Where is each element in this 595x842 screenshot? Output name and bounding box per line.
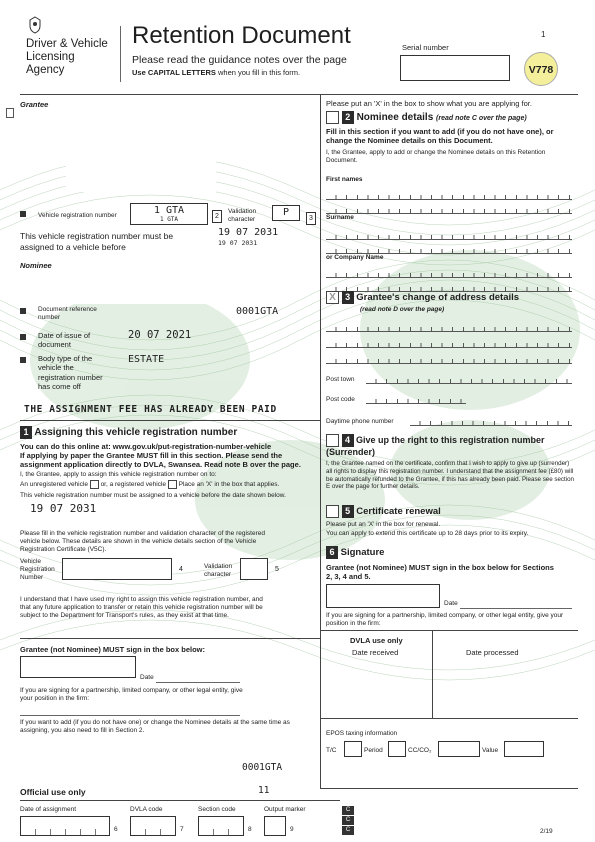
section-6-date-line[interactable] [460, 608, 572, 609]
box-number-8: 8 [248, 826, 252, 833]
agency-name: Driver & Vehicle Licensing Agency [26, 38, 108, 76]
bullet-marker [20, 308, 26, 314]
first-names-field-1[interactable] [326, 190, 572, 200]
page-title: Retention Document [132, 22, 351, 49]
grantee-address-redacted [66, 116, 216, 192]
first-names-label: First names [326, 176, 363, 183]
section-5-checkbox[interactable] [326, 505, 339, 518]
doc-ref-label: Document reference number [38, 306, 97, 322]
official-number: 11 [258, 785, 270, 796]
section-3-checkbox[interactable]: X [326, 291, 339, 304]
section-code-field[interactable] [198, 816, 244, 836]
tc-field[interactable] [344, 741, 362, 757]
column-divider [320, 94, 321, 788]
dvla-rule [320, 630, 578, 631]
fee-paid-notice: THE ASSIGNMENT FEE HAS ALREADY BEEN PAID [24, 404, 277, 415]
section-6-date-label: Date [444, 600, 458, 607]
capital-letters-instruction: Use CAPITAL LETTERS when you fill in this form. [132, 68, 301, 77]
value-field[interactable] [504, 741, 544, 757]
post-code-field[interactable] [366, 394, 466, 404]
section-1-header: 1 Assigning this vehicle registration number [20, 426, 237, 439]
form-version: 2/19 [540, 828, 553, 835]
date-of-assignment-field[interactable] [20, 816, 110, 836]
understand-text: I understand that I have used my right to assign this vehicle registration number, and that any future application to transfer or retain this vehicle registration number will be subject to the Department for Transport's rules, as they exist at that time. [20, 596, 263, 620]
nominee-label: Nominee [20, 261, 52, 270]
section-6-header: 6 Signature [326, 546, 384, 559]
address-field-2[interactable] [326, 338, 572, 348]
vrn-field[interactable]: 1 GTA 1 GTA [130, 203, 208, 225]
output-marker-field[interactable] [264, 816, 286, 836]
fill-vrn-instruction: Please fill in the vehicle registration number and validation character of the registered vehicle below. These details are shown in the vehicle details section of the Vehicle Registration Certificate (V5C). [20, 530, 265, 554]
expiry-date: 19 07 2031 19 07 2031 [218, 227, 279, 247]
section-rule [20, 420, 320, 421]
box-number-7: 7 [180, 826, 184, 833]
validation-character-label: Validation character [228, 208, 257, 224]
section1-position-line[interactable] [20, 715, 240, 716]
surname-field-2[interactable] [326, 244, 572, 254]
section-rule [20, 638, 320, 639]
section1-partnership-text: If you are signing for a partnership, limited company, or other legal entity, give your position in the firm: [20, 687, 243, 703]
issue-date-value: 20 07 2021 [128, 329, 192, 341]
output-marker-label: Output marker [264, 806, 306, 813]
section1-date-line[interactable] [156, 682, 240, 683]
section-2-apply-text: I, the Grantee, apply to add or change the Nominee details on this Retention Document. [326, 149, 546, 165]
issue-date-label: Date of issue of document [38, 331, 91, 350]
company-name-label: or Company Name [326, 254, 384, 261]
dvla-use-label: DVLA use only [350, 636, 403, 645]
official-use-label: Official use only [20, 787, 86, 797]
address-field-3[interactable] [326, 354, 572, 364]
box-number-9: 9 [290, 826, 294, 833]
bullet-marker [20, 211, 26, 217]
section-6-partnership-text: If you are signing for a partnership, limited company, or other legal entity, give your position in the firm: [326, 612, 564, 628]
right-intro: Please put an 'X' in the box to show what you are applying for. [326, 99, 532, 108]
section-4-header: 4 Give up the right to this registration number (Surrender) [326, 435, 545, 458]
section-6-text: Grantee (not Nominee) MUST sign in the box below for Sections 2, 3, 4 and 5. [326, 563, 554, 582]
company-name-field-1[interactable] [326, 268, 572, 278]
surname-label: Surname [326, 214, 354, 221]
post-code-label: Post code [326, 396, 355, 403]
first-names-field-2[interactable] [326, 204, 572, 214]
nominee-details-redacted [64, 258, 234, 304]
box-number-2: 2 [212, 210, 222, 223]
section1-vrn-field[interactable] [62, 558, 172, 580]
header-rule [20, 94, 578, 95]
vrn-label: Vehicle registration number [38, 212, 117, 219]
section1-nominee-text: If you want to add (if you do not have one) or change the Nominee details at the same time as assigning, you also need to fill in Section 2. [20, 719, 290, 735]
page-marker: 1 [541, 30, 546, 39]
serial-number-label: Serial number [402, 43, 449, 52]
section-4-text: I, the Grantee named on the certificate, confirm that I wish to apply to give up (surrender) all rights to display this registration number. I understand that the assignment fee (£80) will be automatically refunded to the Grantee, if this has already been paid. Please see section E over the page for further details. [326, 460, 574, 491]
section1-validation-field[interactable] [240, 558, 268, 580]
surname-field-1[interactable] [326, 230, 572, 240]
cc-field[interactable] [438, 741, 480, 757]
phone-label: Daytime phone number [326, 418, 394, 425]
section-2-header: 2 Nominee details (read note C over the page) [326, 111, 527, 124]
section-2-checkbox[interactable] [326, 111, 339, 124]
page-subtitle: Please read the guidance notes over the page [132, 54, 347, 66]
assign-before-date-text: This vehicle registration number must be assigned to a vehicle before the date shown below. [20, 492, 286, 499]
grantee-apply-text: I, the Grantee, apply to assign this vehicle registration number on to: [20, 471, 217, 478]
registered-vehicle-checkbox[interactable] [168, 480, 177, 489]
section-5-text-2: You can apply to extend this certificate up to 28 days prior to its expiry. [326, 530, 529, 537]
form-code-badge: V778 [524, 52, 558, 86]
epos-row: T/C Period CC/CO₂ Value [326, 741, 576, 759]
paper-instruction: If applying by paper the Grantee MUST fill in this section. Please send the assignment application directly to DVLA, Swansea. Read note B over the page. [20, 451, 301, 470]
serial-number-field[interactable] [400, 55, 510, 81]
period-field[interactable] [388, 741, 406, 757]
date-processed-label: Date processed [466, 648, 519, 657]
dvla-code-label: DVLA code [130, 806, 163, 813]
unregistered-vehicle-checkbox[interactable] [90, 480, 99, 489]
section1-signature-box[interactable] [20, 656, 136, 678]
grantee-label: Grantee [20, 100, 49, 109]
dvla-code-field[interactable] [130, 816, 176, 836]
body-type-value: ESTATE [128, 354, 165, 365]
left-margin-marker [6, 108, 14, 118]
epos-rule [320, 718, 578, 719]
box-number-3: 3 [306, 212, 316, 225]
section1-validation-label: Validation character [204, 563, 233, 579]
section-5-header: 5 Certificate renewal [326, 505, 441, 518]
epos-label: EPOS taxing information [326, 730, 398, 737]
body-type-label: Body type of the vehicle the registration number has come off [38, 354, 103, 392]
dvla-crest-icon [26, 16, 44, 34]
must-assign-before-text: This vehicle registration number must be assigned to a vehicle before [20, 231, 174, 252]
post-town-field[interactable] [366, 374, 572, 384]
box-number-5: 5 [275, 566, 279, 573]
box-number-4: 4 [179, 566, 183, 573]
header-divider [120, 26, 121, 82]
section-5-text-1: Please put an 'X' in the box for renewal. [326, 521, 441, 528]
vehicle-type-choice: An unregistered vehicle or, a registered vehicle Place an 'X' in the box that applies. [20, 481, 280, 489]
section-3-header: X 3 Grantee's change of address details [326, 291, 519, 304]
date-received-label: Date received [352, 648, 399, 657]
bottom-doc-ref: 0001GTA [242, 762, 283, 773]
section-6-signature-box[interactable] [326, 584, 440, 608]
bullet-marker [20, 334, 26, 340]
bottom-rule [320, 788, 578, 789]
date-of-assignment-label: Date of assignment [20, 806, 77, 813]
section-3-note: (read note D over the page) [360, 306, 445, 313]
online-instruction: You can do this online at: www.gov.uk/put-registration-number-vehicle [20, 442, 272, 451]
dvla-divider [432, 630, 433, 718]
section1-date-value: 19 07 2031 [30, 502, 97, 515]
section-4-checkbox[interactable] [326, 434, 339, 447]
post-town-label: Post town [326, 376, 355, 383]
section-2-fill-text: Fill in this section if you want to add (if you do not have one), or change the Nominee details on this Document. [326, 127, 554, 146]
section1-vrn-label: Vehicle Registration Number [20, 558, 55, 582]
section1-date-label: Date [140, 674, 154, 681]
customer-service-icons: C C C [342, 806, 354, 835]
doc-ref-value: 0001GTA [236, 306, 279, 317]
phone-field[interactable] [410, 416, 572, 426]
section-code-label: Section code [198, 806, 236, 813]
address-field-1[interactable] [326, 322, 572, 332]
validation-character-field[interactable]: P [272, 205, 300, 221]
section1-sign-label: Grantee (not Nominee) MUST sign in the box below: [20, 645, 206, 654]
official-rule [20, 800, 340, 801]
bullet-marker [20, 357, 26, 363]
box-number-6: 6 [114, 826, 118, 833]
